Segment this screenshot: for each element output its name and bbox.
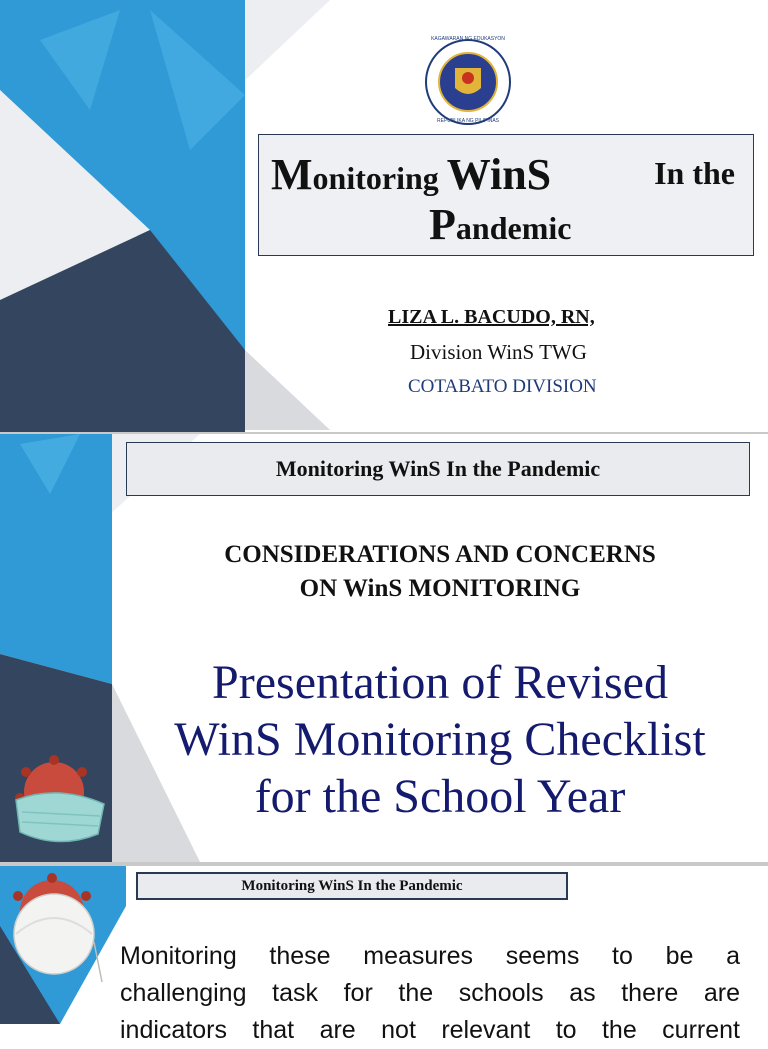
author-name: LIZA L. BACUDO, RN, — [388, 306, 595, 328]
seal-top-text: KAGAWARAN NG EDUKASYON — [431, 36, 505, 42]
title-slide — [0, 0, 768, 432]
deped-seal — [424, 38, 512, 126]
virus-mask-image — [6, 752, 110, 856]
considerations-line-1: CONSIDERATIONS AND CONCERNS — [224, 541, 656, 568]
title-initial-p: P — [429, 200, 456, 249]
body-paragraph — [120, 938, 740, 1049]
title-initial-m: M — [271, 150, 313, 199]
presentation-line-3: for the School Year — [254, 770, 626, 823]
body-line-2: challenging task for the schools as there are — [120, 979, 740, 1007]
title-line-1 — [271, 149, 551, 200]
presentation-line-2: WinS Monitoring Checklist — [174, 713, 706, 766]
body-line-3: indicators that are not relevant to the current — [120, 1016, 740, 1044]
slide-header: Monitoring WinS In the Pandemic — [136, 872, 568, 900]
title-word-monitoring: onitoring — [312, 160, 447, 196]
presentation-title — [120, 654, 760, 825]
title-line-2 — [429, 199, 571, 250]
body-line-1: Monitoring these measures seems to be a — [120, 942, 740, 970]
body-slide — [0, 866, 768, 1044]
considerations-heading — [130, 538, 750, 606]
face-mask-image — [4, 872, 104, 984]
title-box — [258, 134, 754, 256]
title-word-pandemic: andemic — [455, 210, 572, 246]
author-role: Division WinS TWG — [410, 340, 587, 364]
author-division: COTABATO DIVISION — [408, 376, 597, 397]
considerations-slide — [0, 434, 768, 862]
title-word-wins: inS — [489, 150, 552, 199]
considerations-line-2: ON WinS MONITORING — [299, 575, 581, 602]
presentation-line-1: Presentation of Revised — [212, 656, 668, 709]
seal-bottom-text: REPUBLIKA NG PILIPINAS — [437, 118, 499, 124]
title-initial-w: W — [446, 150, 490, 199]
title-in-the: In the — [654, 155, 735, 191]
slide-header: Monitoring WinS In the Pandemic — [126, 442, 750, 496]
